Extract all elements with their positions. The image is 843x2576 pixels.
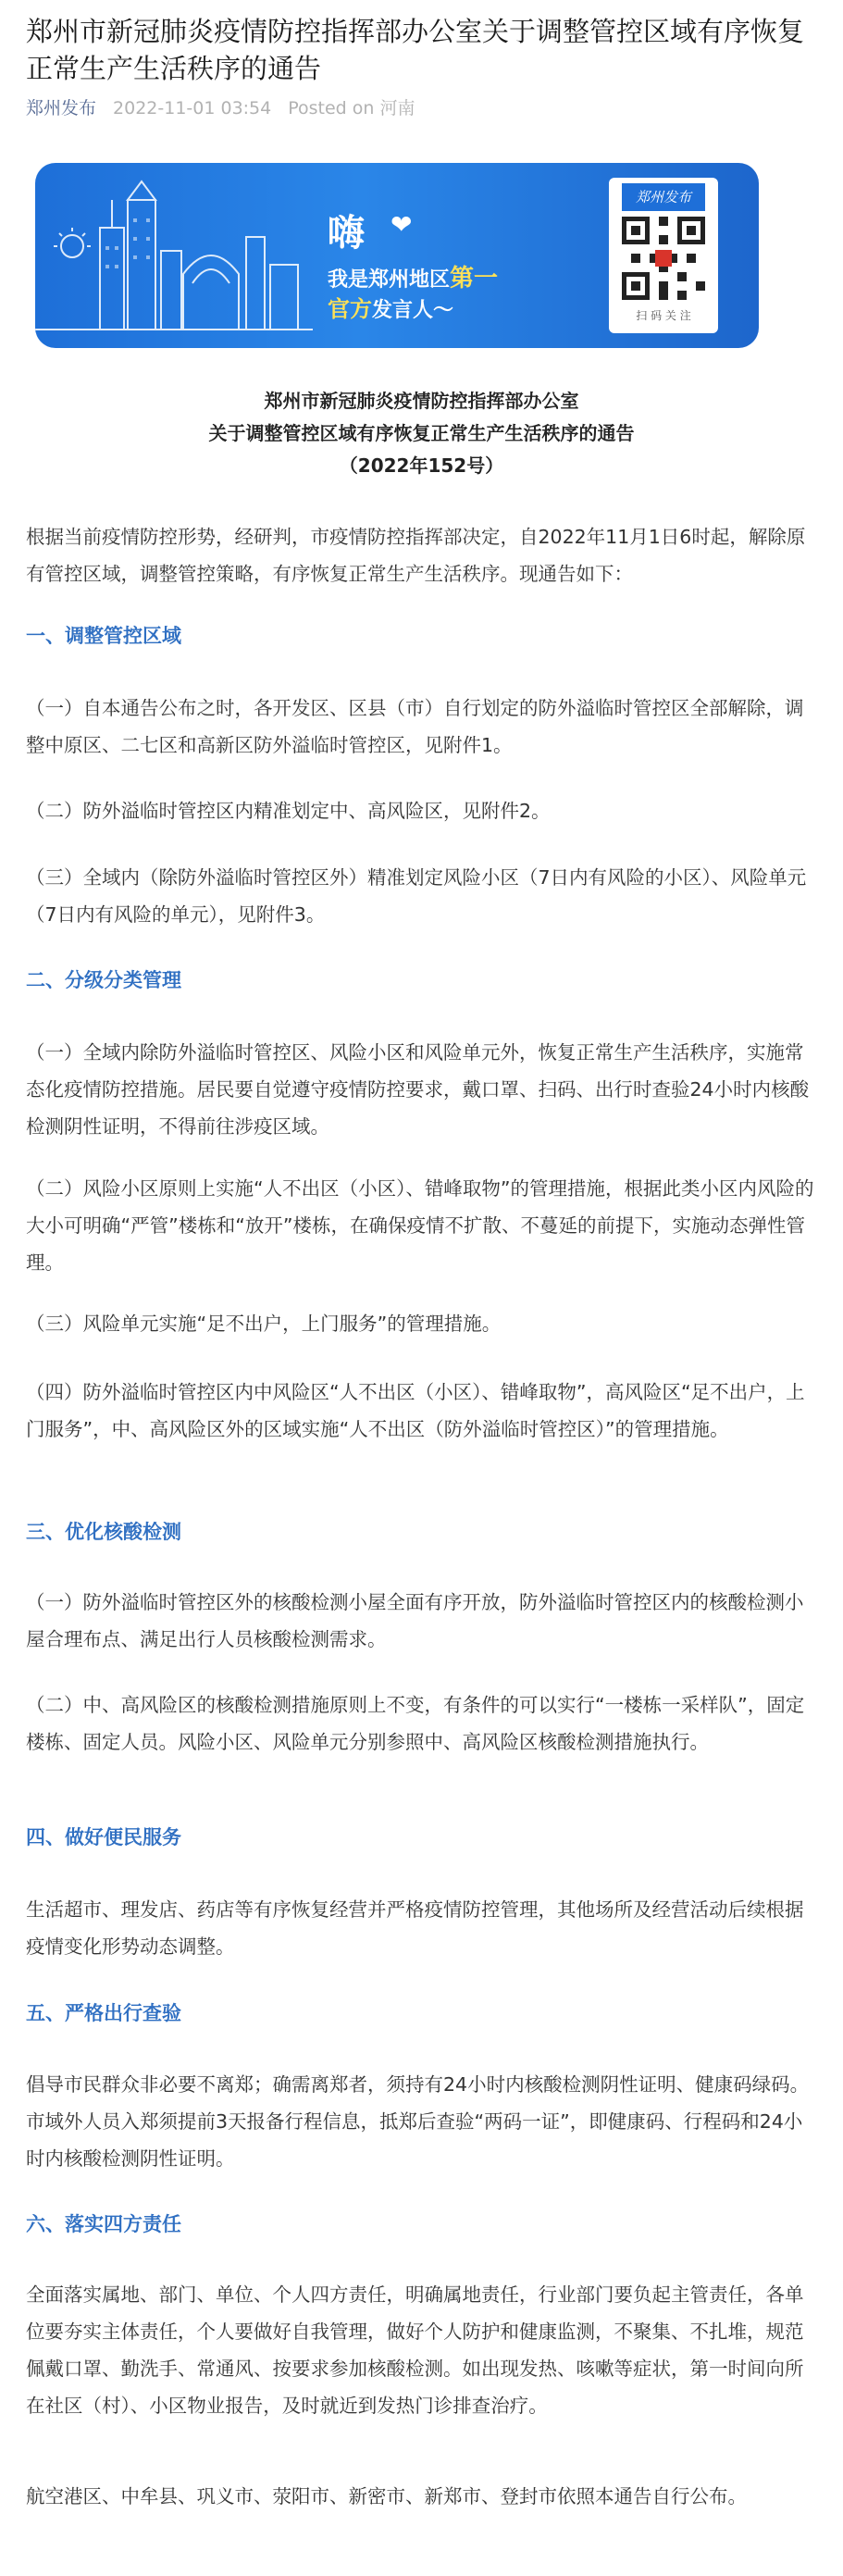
banner-slogan-line1: 我是郑州地区第一: [328, 265, 499, 292]
notice-number: （2022年152号）: [339, 454, 504, 477]
city-skyline-illustration: [35, 163, 322, 348]
scan-to-follow-label: 扫 码 关 注: [636, 309, 691, 322]
qr-code-card: [609, 178, 718, 333]
section-heading: 六、落实四方责任: [26, 2213, 181, 2235]
account-name-link[interactable]: 郑州发布: [26, 98, 97, 118]
publish-location: 河南: [379, 98, 415, 118]
posted-on-label: Posted on: [288, 98, 375, 118]
paragraph: （一）防外溢临时管控区外的核酸检测小屋全面有序开放，防外溢临时管控区内的核酸检测小屋合理布点、满足出行人员核酸检测需求。: [26, 1591, 804, 1650]
paragraph: 倡导市民群众非必要不离郑；确需离郑者，须持有24小时内核酸检测阴性证明、健康码绿码。市域外人员入郑须提前3天报备行程信息，抵郑后查验“两码一证”，即健康码、行程码和24小时内核酸检测阴性证明。: [26, 2073, 810, 2170]
paragraph: （一）自本通告公布之时，各开发区、区县（市）自行划定的防外溢临时管控区全部解除，调整中原区、二七区和高新区防外溢临时管控区，见附件1。: [26, 697, 804, 756]
section-heading: 四、做好便民服务: [26, 1826, 181, 1848]
paragraph: （二）风险小区原则上实施“人不出区（小区）、错峰取物”的管理措施，根据此类小区内风险的大小可明确“严管”楼栋和“放开”楼栋，在确保疫情不扩散、不蔓延的前提下，实施动态弹性管理。: [26, 1177, 814, 1274]
banner-greeting: 嗨: [328, 212, 365, 255]
account-banner: [35, 163, 759, 348]
paragraph: 航空港区、中牟县、巩义市、荥阳市、新密市、新郑市、登封市依照本通告自行公布。: [26, 2485, 747, 2508]
notice-subject: 关于调整管控区域有序恢复正常生产生活秩序的通告: [208, 422, 635, 444]
paragraph: 生活超市、理发店、药店等有序恢复经营并严格疫情防控管理，其他场所及经营活动后续根据疫情变化形势动态调整。: [26, 1898, 804, 1958]
qr-code-image: [622, 217, 705, 300]
paragraph: （四）防外溢临时管控区内中风险区“人不出区（小区）、错峰取物”，高风险区“足不出户，上门服务”，中、高风险区外的区域实施“人不出区（防外溢临时管控区）”的管理措施。: [26, 1381, 805, 1440]
heart-icon: ❤: [391, 209, 413, 240]
paragraph: （一）全域内除防外溢临时管控区、风险小区和风险单元外，恢复正常生产生活秩序，实施常态化疫情防控措施。居民要自觉遵守疫情防控要求，戴口罩、扫码、出行时查验24小时内核酸检测阴性证明，不得前往涉疫区域。: [26, 1041, 810, 1138]
article-title: 郑州市新冠肺炎疫情防控指挥部办公室关于调整管控区域有序恢复正常生产生活秩序的通告: [26, 16, 805, 84]
paragraph: 全面落实属地、部门、单位、个人四方责任，明确属地责任，行业部门要负起主管责任，各单位要夯实主体责任，个人要做好自我管理，做好个人防护和健康监测，不聚集、不扎堆，规范佩戴口罩、勤洗手、常通风、按要求参加核酸检测。如出现发热、咳嗽等症状，第一时间向所在社区（村）、小区物业报告，及时就近到发热门诊排查治疗。: [26, 2284, 804, 2417]
section-heading: 三、优化核酸检测: [26, 1521, 181, 1543]
section-heading: 五、严格出行查验: [26, 2002, 181, 2024]
notice-issuer: 郑州市新冠肺炎疫情防控指挥部办公室: [264, 390, 579, 412]
article-meta: [26, 96, 415, 120]
paragraph: （二）防外溢临时管控区内精准划定中、高风险区，见附件2。: [26, 800, 551, 822]
paragraph: （三）全域内（除防外溢临时管控区外）精准划定风险小区（7日内有风险的小区）、风险单元（7日内有风险的单元），见附件3。: [26, 866, 807, 926]
account-brand-logo: 郑州发布: [622, 183, 705, 211]
paragraph: （三）风险单元实施“足不出户，上门服务”的管理措施。: [26, 1313, 502, 1335]
section-heading: 二、分级分类管理: [26, 969, 181, 991]
paragraph: （二）中、高风险区的核酸检测措施原则上不变，有条件的可以实行“一楼栋一采样队”，固定楼栋、固定人员。风险小区、风险单元分别参照中、高风险区核酸检测措施执行。: [26, 1694, 805, 1753]
section-heading: 一、调整管控区域: [26, 625, 181, 647]
publish-datetime: 2022-11-01 03:54: [113, 98, 272, 118]
banner-slogan-line2: 官方发言人～: [328, 296, 454, 322]
intro-paragraph: 根据当前疫情防控形势，经研判，市疫情防控指挥部决定，自2022年11月1日6时起，解除原有管控区域，调整管控策略，有序恢复正常生产生活秩序。现通告如下：: [26, 526, 806, 585]
